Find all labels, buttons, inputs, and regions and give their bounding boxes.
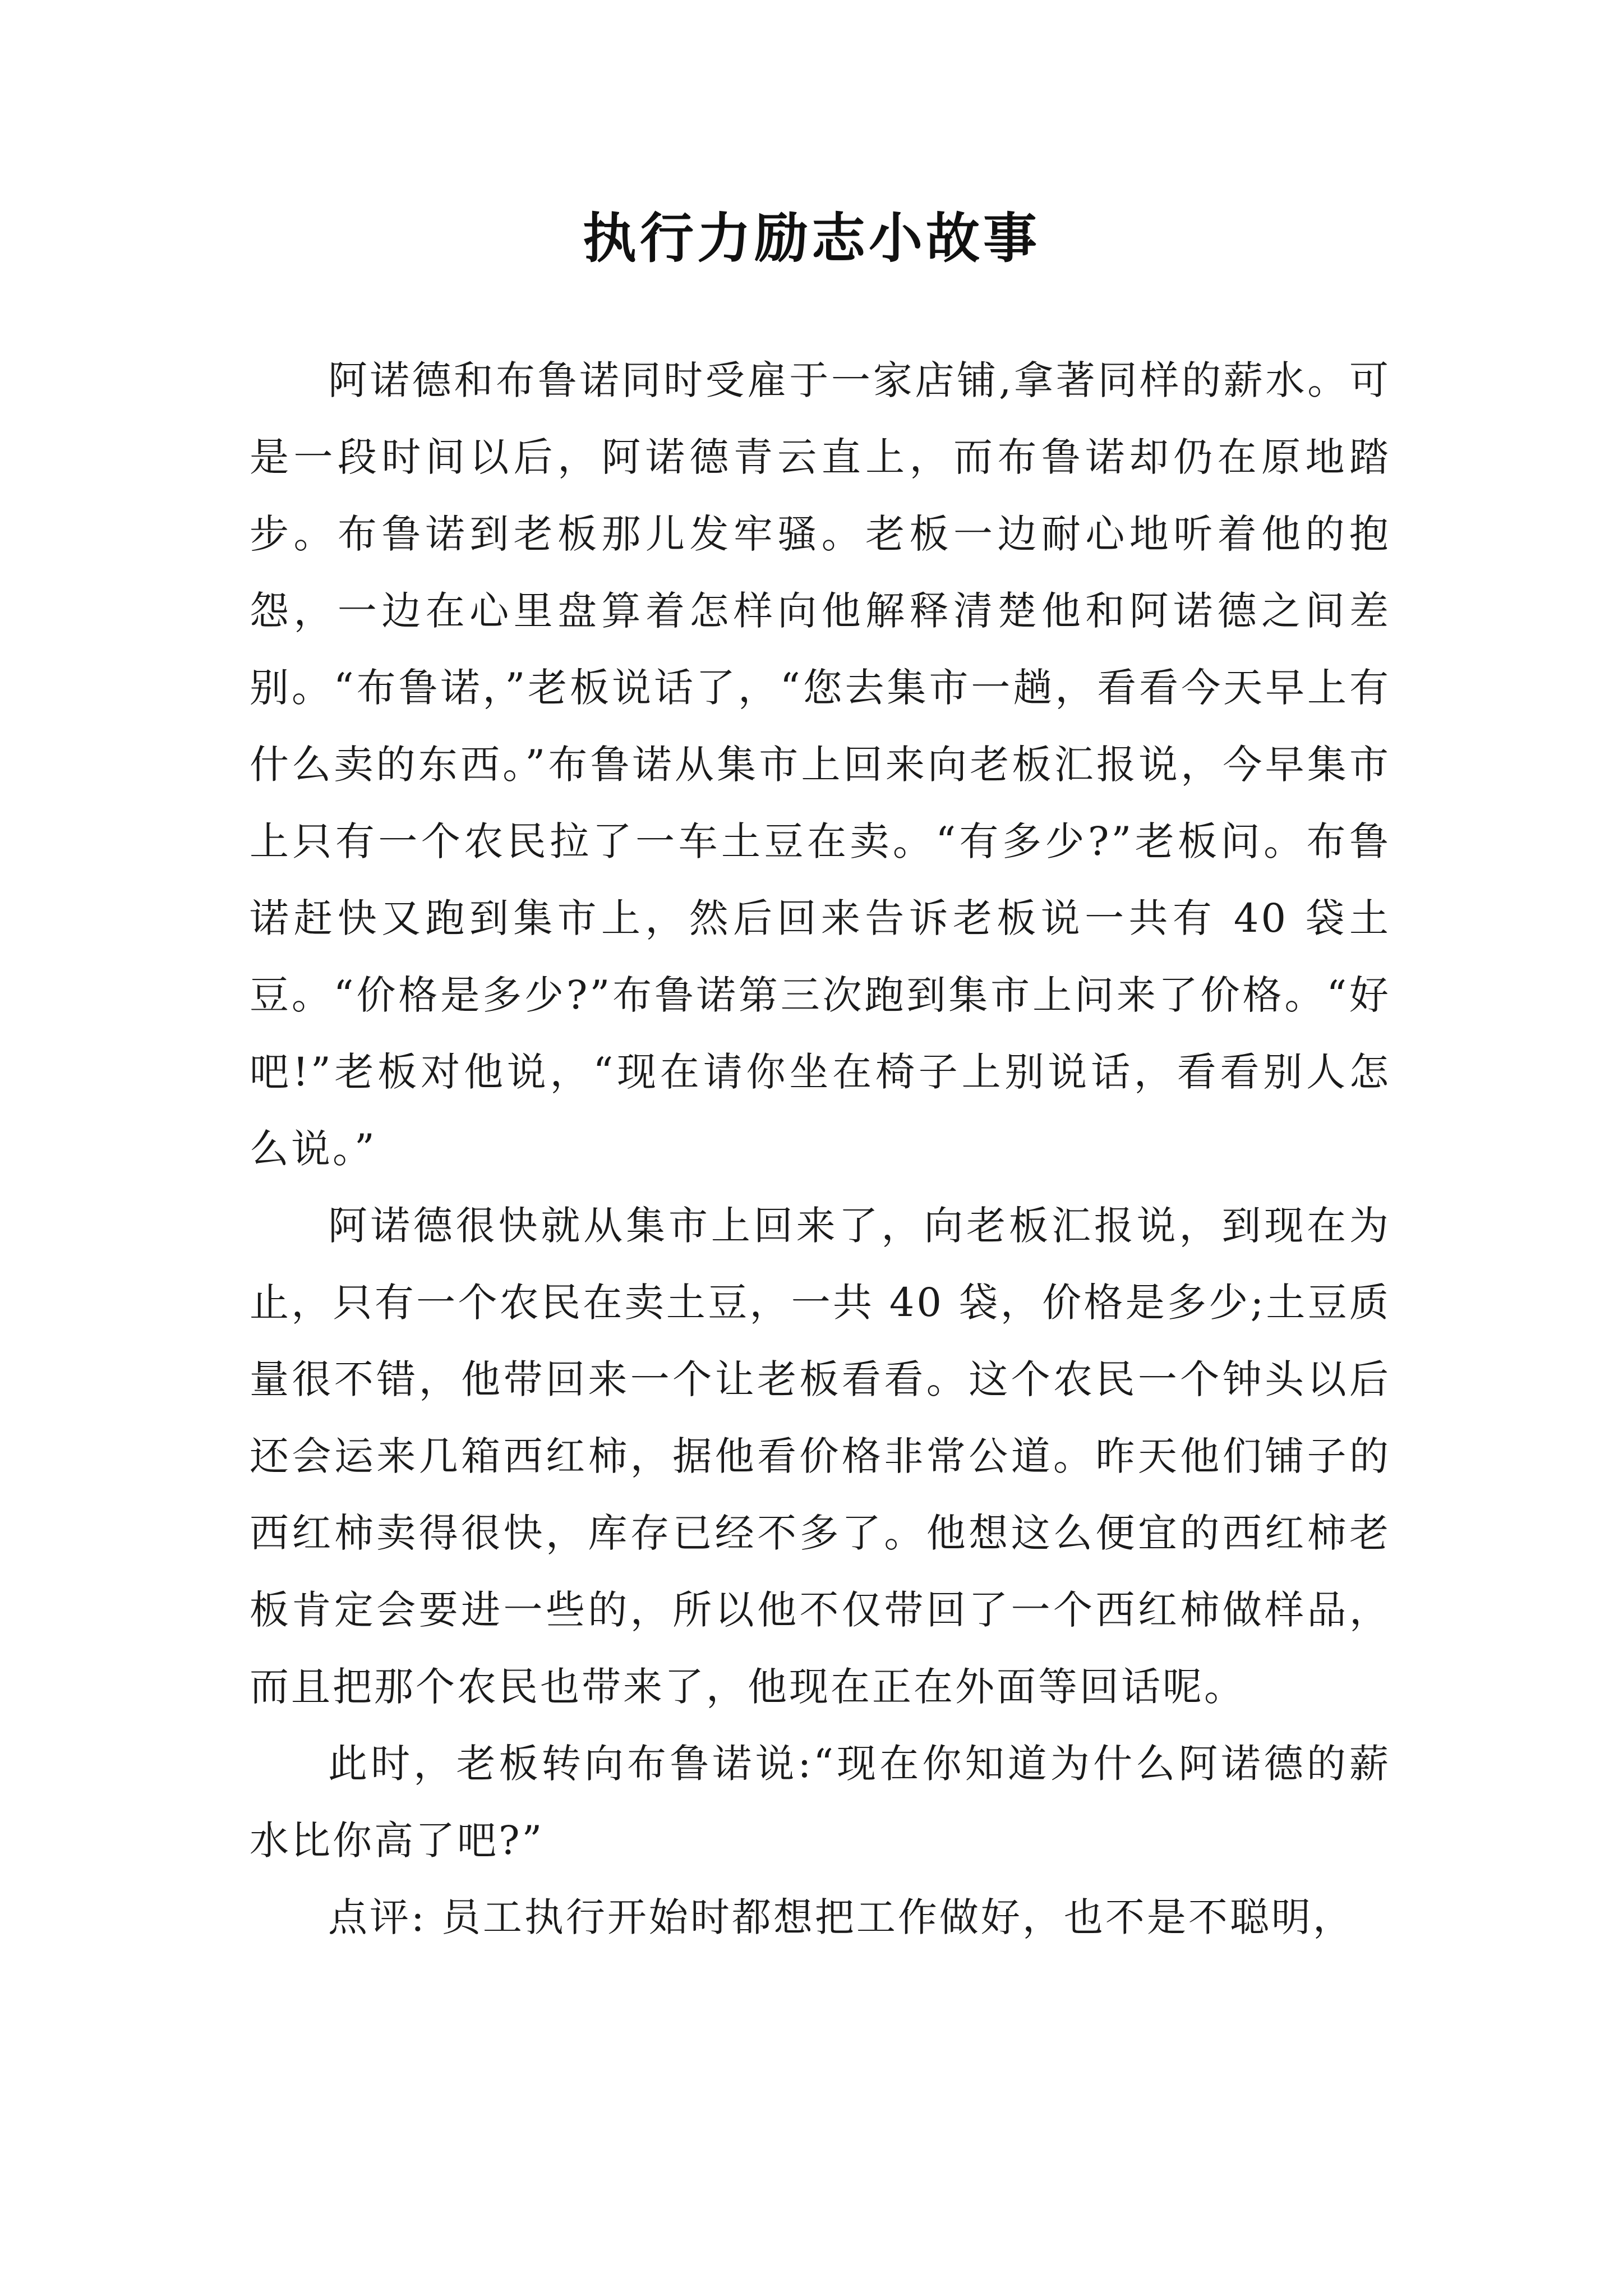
paragraph-2: 阿诺德很快就从集市上回来了，向老板汇报说，到现在为止，只有一个农民在卖土豆，一共 40 袋，价格是多少;土豆质量很不错，他带回来一个让老板看看。这个农民一个钟头以后还会运来几箱西红柿，据他看价格非常公道。昨天他们铺子的西红柿卖得很快，库存已经不多了。他想这么便宜的西红柿老板肯定会要进一些的，所以他不仅带回了一个西红柿做样品，而且把那个农民也带来了，他现在正在外面等回话呢。 [250,1203,1391,1710]
document-title: 执行力励志小故事 [583,206,1040,270]
paragraph-3: 此时，老板转向布鲁诺说:“现在你知道为什么阿诺德的薪水比你高了吧?” [250,1741,1391,1864]
document-body [250,342,1391,1956]
paragraph-1: 阿诺德和布鲁诺同时受雇于一家店铺,拿著同样的薪水。可是一段时间以后，阿诺德青云直上，而布鲁诺却仍在原地踏步。布鲁诺到老板那儿发牢骚。老板一边耐心地听着他的抱怨，一边在心里盘算着怎样向他解释清楚他和阿诺德之间差别。“布鲁诺，”老板说话了，“您去集市一趟，看看今天早上有什么卖的东西。”布鲁诺从集市上回来向老板汇报说，今早集市上只有一个农民拉了一车土豆在卖。“有多少?”老板问。布鲁诺赶快又跑到集市上，然后回来告诉老板说一共有 40 袋土豆。“价格是多少?”布鲁诺第三次跑到集市上问来了价格。“好吧!”老板对他说，“现在请你坐在椅子上别说话，看看别人怎么说。” [250,357,1391,1172]
paragraph-4: 点评: 员工执行开始时都想把工作做好，也不是不聪明， [328,1894,1354,1940]
